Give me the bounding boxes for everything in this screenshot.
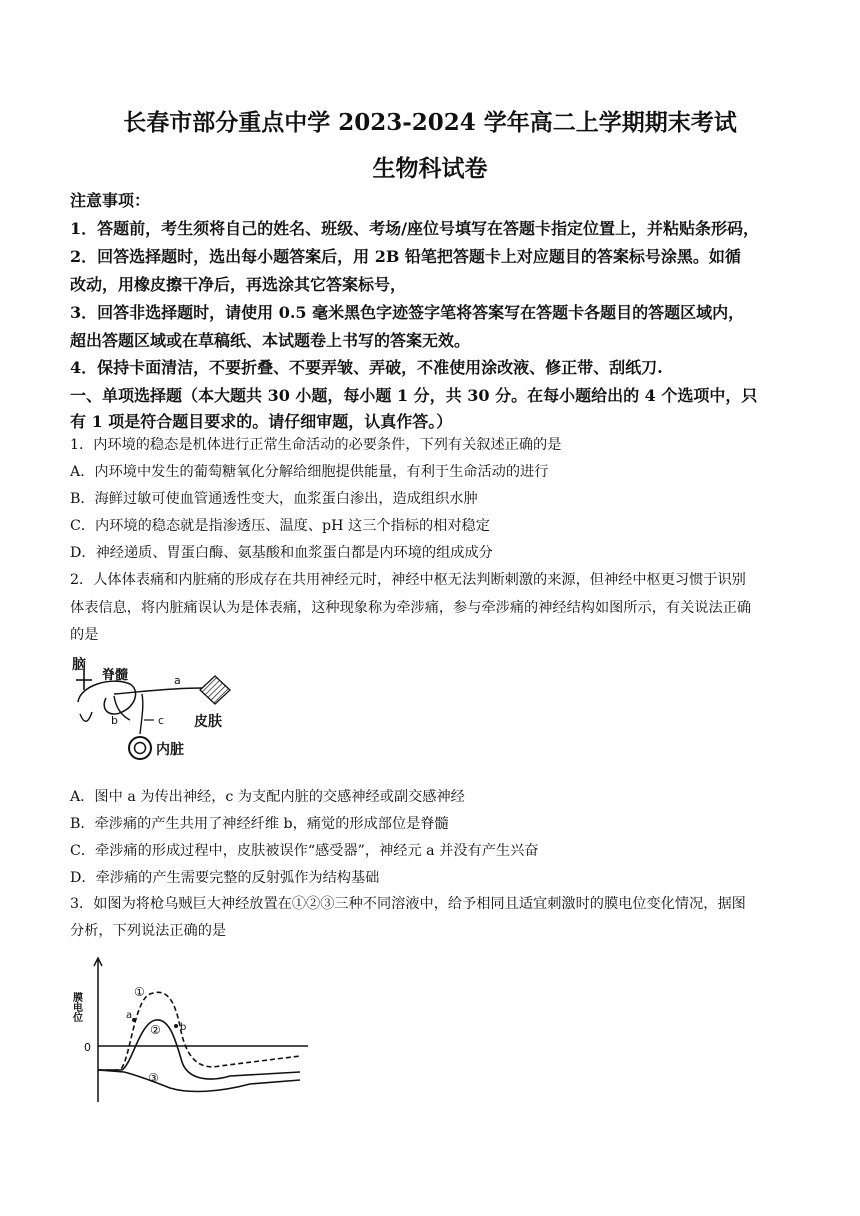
brain-label: 脑 (72, 657, 86, 673)
zero-label: 0 (84, 1041, 91, 1054)
nerve-a-label: a (174, 674, 181, 687)
referred-pain-diagram (70, 654, 240, 772)
question-2-option-c: C．牵涉痛的形成过程中，皮肤被误作“感受器”，神经元 a 并没有产生兴奋 (70, 843, 539, 859)
curve-1 (98, 992, 300, 1070)
question-3-stem: 3．如图为将枪乌贼巨大神经放置在①②③三种不同溶液中，给予相同且适宜刺激时的膜电位变化情况，据图 (70, 896, 746, 912)
notice-line: 3．回答非选择题时，请使用 0.5 毫米黑色字迹签字笔将答案写在答题卡各题目的答题区域内， (70, 303, 745, 322)
question-1-option-b: B．海鲜过敏可使血管通透性变大，血浆蛋白渗出，造成组织水肿 (70, 491, 478, 507)
question-1-option-a: A．内环境中发生的葡萄糖氧化分解给细胞提供能量，有利于生命活动的进行 (70, 464, 549, 480)
curve-3-label: ③ (148, 1071, 159, 1085)
exam-title: 长春市部分重点中学 2023-2024 学年高二上学期期末考试 (123, 109, 737, 136)
question-1-stem: 1．内环境的稳态是机体进行正常生命活动的必要条件，下列有关叙述正确的是 (70, 437, 562, 453)
membrane-potential-graph (70, 952, 315, 1108)
viscera-organ (129, 737, 151, 759)
curve-2-label: ② (150, 1023, 161, 1037)
section-heading: 一、单项选择题（本大题共 30 小题，每小题 1 分，共 30 分。在每小题给出的 4 个选项中，只 (70, 386, 758, 405)
exam-subtitle: 生物科试卷 (372, 155, 488, 182)
point-a (132, 1018, 136, 1022)
skin-label: 皮肤 (194, 714, 222, 730)
nerve-b-label: b (111, 714, 118, 727)
notice-line: 1．答题前，考生须将自己的姓名、班级、考场/座位号填写在答题卡指定位置上，并粘贴条形码， (70, 219, 759, 238)
notice-heading: 注意事项： (70, 191, 151, 210)
notice-line: 2．回答选择题时，选出每小题答案后，用 2B 铅笔把答题卡上对应题目的答案标号涂黑。如循 (70, 247, 741, 266)
point-b (174, 1024, 178, 1028)
notice-line: 超出答题区域或在草稿纸、本试题卷上书写的答案无效。 (70, 331, 471, 350)
question-2-option-a: A．图中 a 为传出神经，c 为支配内脏的交感神经或副交感神经 (70, 789, 465, 805)
skin-receptor (200, 676, 230, 704)
section-heading: 有 1 项是符合题目要求的。请仔细审题，认真作答。） (70, 412, 453, 431)
spinal-cord-label: 脊髓 (102, 668, 129, 683)
nerve-c-label: c (158, 714, 165, 727)
question-3-stem: 分析，下列说法正确的是 (70, 923, 227, 939)
curve-1-label: ① (134, 985, 145, 999)
question-2-option-b: B．牵涉痛的产生共用了神经纤维 b，痛觉的形成部位是脊髓 (70, 816, 449, 832)
question-1-option-d: D．神经递质、胃蛋白酶、氨基酸和血浆蛋白都是内环境的组成成分 (70, 545, 493, 561)
notice-line: 改动，用橡皮擦干净后，再选涂其它答案标号， (70, 275, 407, 294)
question-1-option-c: C．内环境的稳态就是指渗透压、温度、pH 这三个指标的相对稳定 (70, 518, 490, 534)
point-b-label: b (180, 1022, 187, 1033)
point-a-label: a (126, 1010, 133, 1021)
y-axis-label: 膜电位 (70, 992, 82, 1022)
notice-line: 4．保持卡面清洁，不要折叠、不要弄皱、弄破，不准使用涂改液、修正带、刮纸刀. (70, 358, 663, 377)
question-2-option-d: D．牵涉痛的产生需要完整的反射弧作为结构基础 (70, 870, 380, 886)
question-2-stem: 的是 (70, 627, 99, 643)
question-2-stem: 2．人体体表痛和内脏痛的形成存在共用神经元时，神经中枢无法判断刺激的来源，但神经中枢更习惯于识别 (70, 572, 746, 588)
question-2-stem: 体表信息，将内脏痛误认为是体表痛，这种现象称为牵涉痛，参与牵涉痛的神经结构如图所示，有关说法正确 (70, 600, 752, 616)
viscera-label: 内脏 (156, 742, 184, 758)
